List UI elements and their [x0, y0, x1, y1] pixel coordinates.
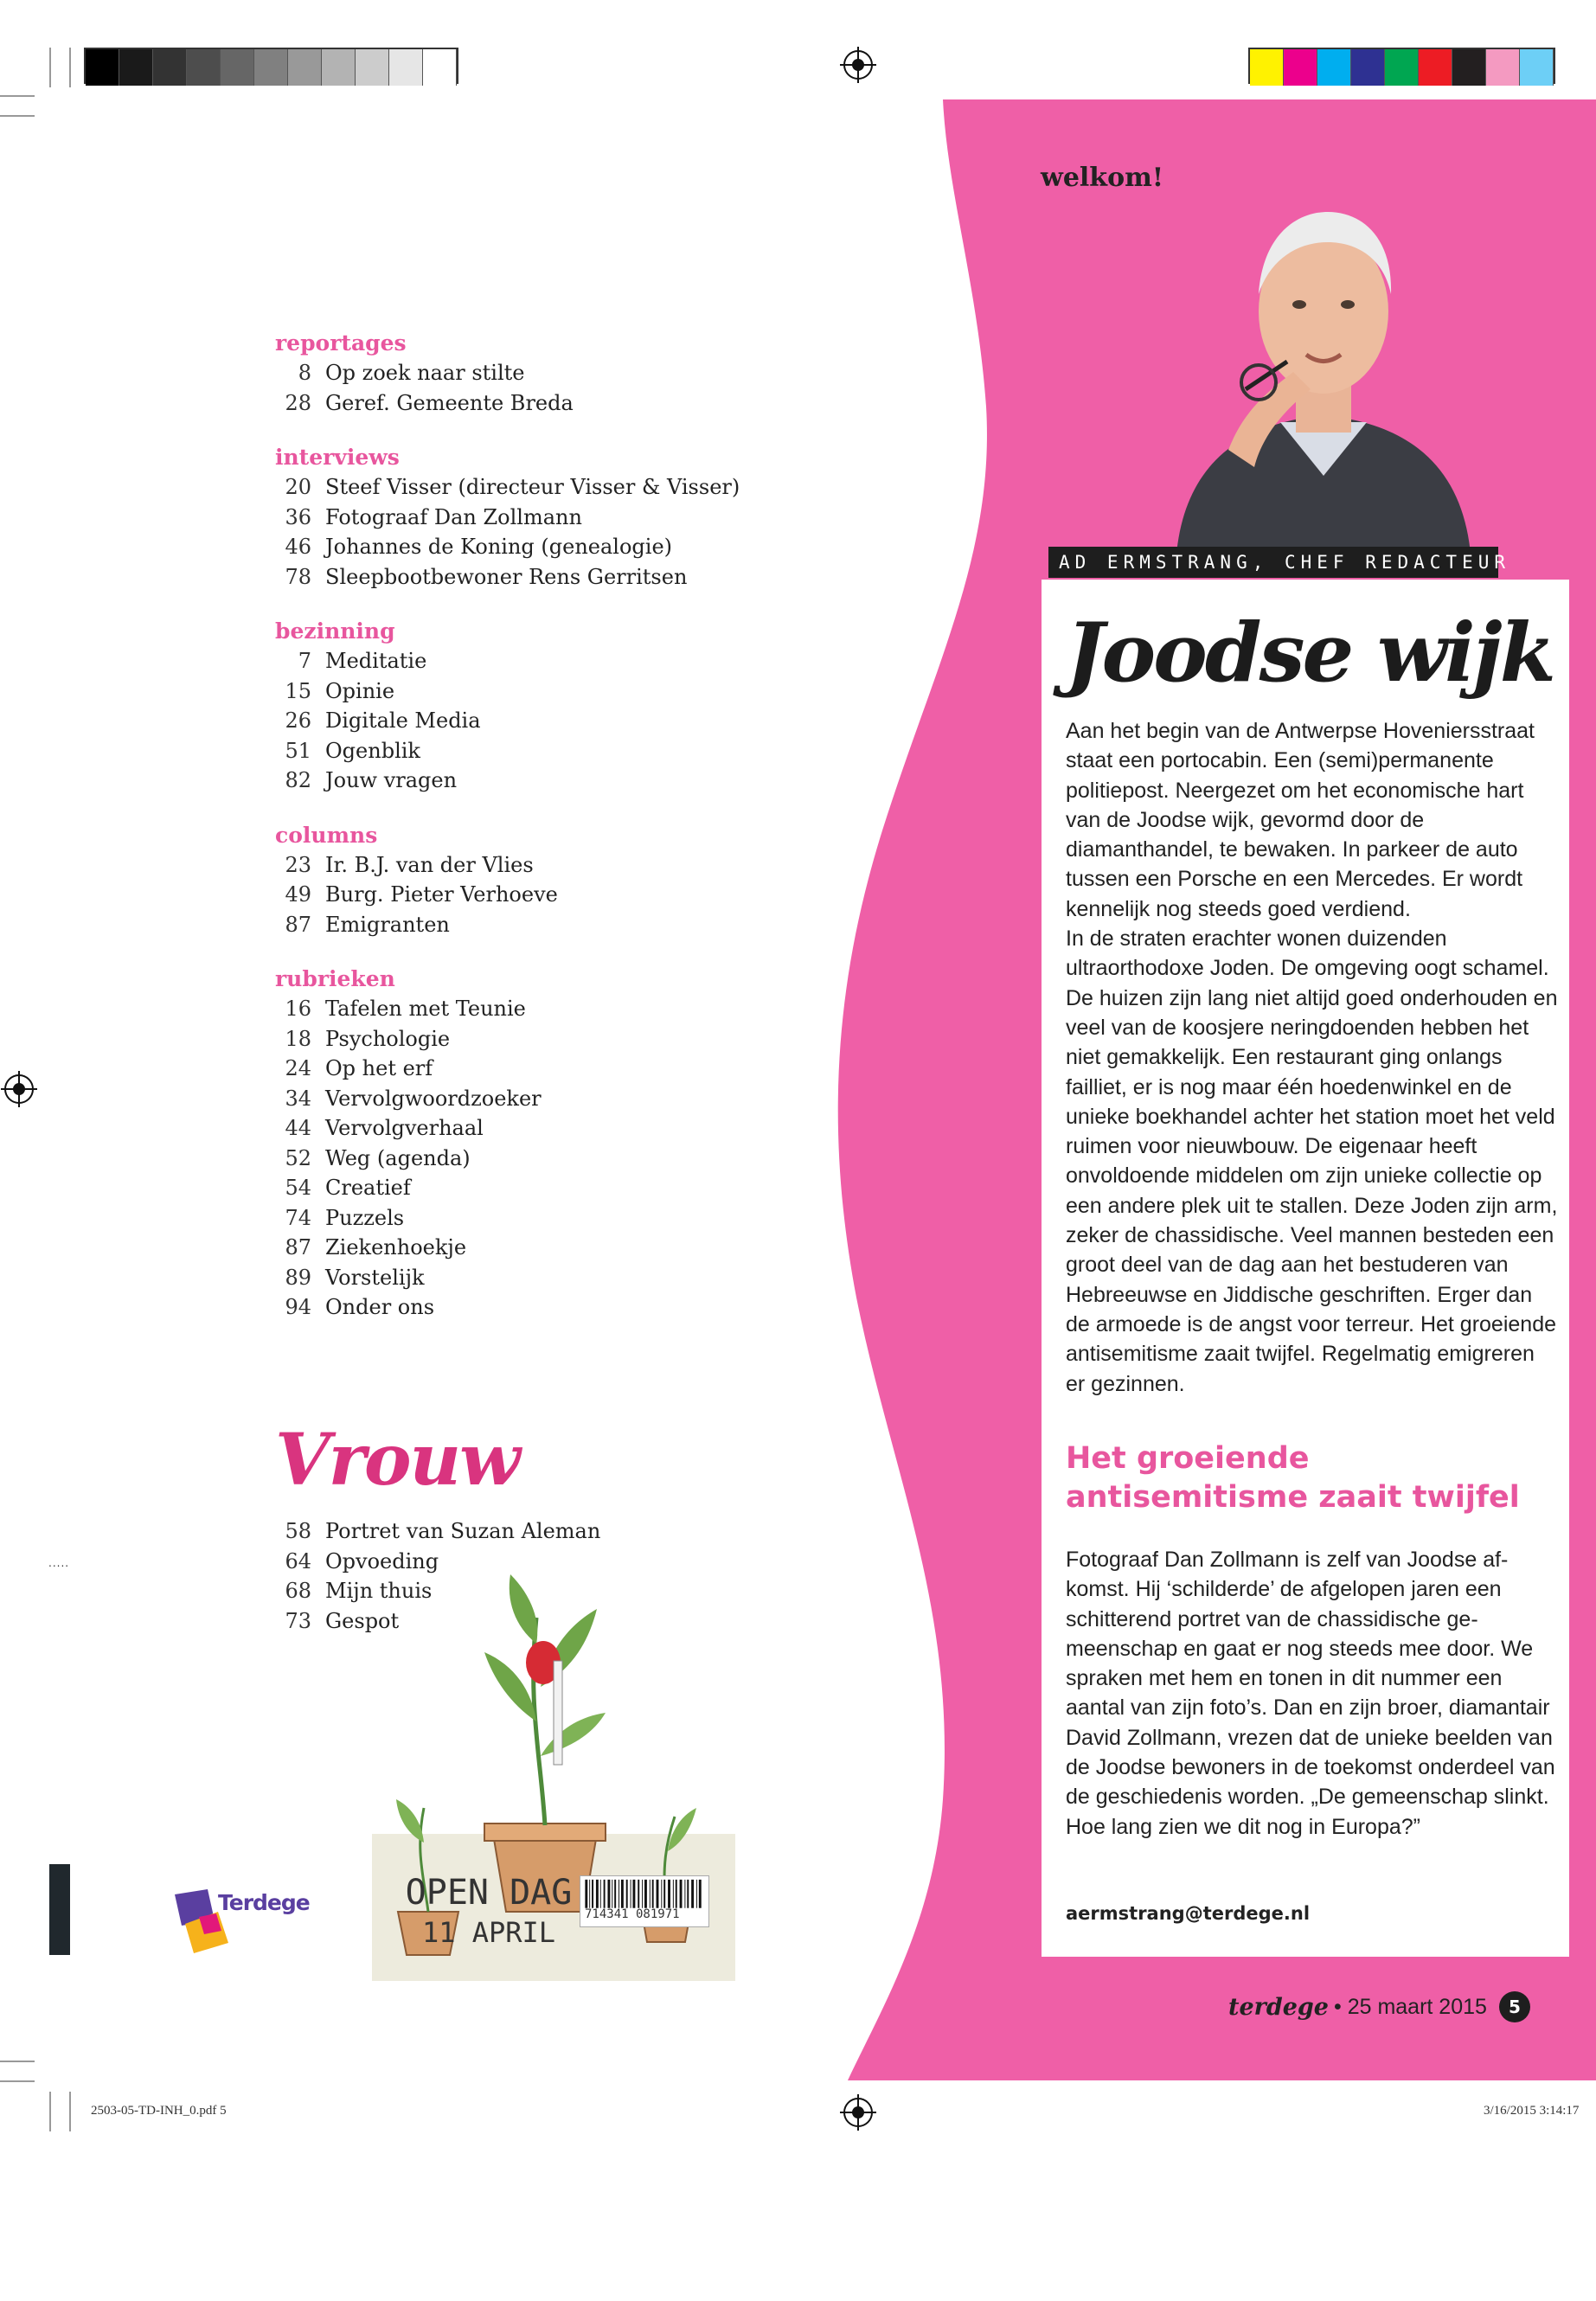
toc-item-title: Digitale Media	[325, 708, 481, 733]
toc-item-title: Portret van Suzan Aleman	[325, 1519, 601, 1543]
toc-page-number: 64	[285, 1548, 311, 1574]
toc-item[interactable]	[275, 562, 829, 593]
toc-section-bezinning	[275, 617, 829, 796]
editor-email-link[interactable]: aermstrang@terdege.nl	[1066, 1903, 1311, 1924]
toc-page-number: 28	[285, 390, 311, 415]
toc-page-number: 49	[285, 882, 311, 907]
toc-item[interactable]	[275, 532, 829, 562]
toc-item-title: Op zoek naar stilte	[325, 361, 525, 385]
toc-page-number: 15	[285, 678, 311, 703]
toc-section-rubrieken	[275, 965, 829, 1323]
toc-page-number: 87	[285, 1235, 311, 1259]
toc-heading: reportages	[275, 330, 407, 356]
toc-item-title: Ir. B.J. van der Vlies	[325, 852, 534, 877]
page-folio	[1228, 1991, 1530, 2022]
toc-item[interactable]	[275, 736, 829, 766]
toc-item[interactable]	[275, 1233, 829, 1263]
toc-item-title: Vervolgverhaal	[325, 1116, 484, 1140]
toc-page-number: 24	[285, 1056, 311, 1080]
editorial-body	[1066, 716, 1559, 1399]
toc-item-title: Weg (agenda)	[325, 1145, 471, 1170]
editorial-subheading: Het groeiende antisemitisme zaait twijfel	[1066, 1441, 1520, 1515]
toc-item[interactable]	[275, 880, 829, 910]
toc-item[interactable]	[275, 472, 829, 503]
toc-heading: columns	[275, 822, 378, 848]
toc-page-number: 87	[285, 912, 311, 937]
editor-portrait-photo	[1142, 190, 1505, 554]
folio-brand: terdege	[1228, 1993, 1329, 2021]
toc-item[interactable]	[275, 1113, 829, 1144]
toc-item[interactable]	[275, 1144, 829, 1174]
toc-section-reportages	[275, 329, 829, 418]
toc-item[interactable]	[275, 766, 829, 796]
toc-item-title: Op het erf	[325, 1056, 433, 1080]
toc-item-title: Emigranten	[325, 912, 450, 937]
editorial-paragraph: Fotograaf Dan Zollmann is zelf van Joodse afkomst. Hij ‘schilderde’ de afgelopen jaren een schitterend portret van de chassidische gemeenschap en gaat er nog steeds mee door. We spraken met hem en tonen in dit nummer een aantal van zijn foto’s. Dan en zijn broer, diamantair David Zollmann, vrezen dat de unieke beelden van de Joodse bewoners in de toekomst onderdeel van de geschiedenis worden. „De gemeenschap slinkt. Hoe lang zien we dit nog in Europa?”	[1066, 1548, 1555, 1839]
toc-item[interactable]	[275, 646, 829, 676]
toc-item[interactable]	[275, 1054, 829, 1084]
toc-item-title: Onder ons	[325, 1295, 435, 1319]
toc-item-title: Johannes de Koning (genealogie)	[325, 535, 673, 559]
toc-item[interactable]	[275, 1547, 600, 1577]
welkom-label: welkom!	[1041, 163, 1164, 193]
toc-item[interactable]	[275, 1516, 600, 1547]
toc-item-title: Opinie	[325, 678, 395, 703]
toc-item[interactable]	[275, 994, 829, 1024]
folio-date: • 25 maart 2015	[1334, 1994, 1487, 2019]
editorial-title: Joodse wijk	[1066, 606, 1554, 701]
toc-page-number: 52	[285, 1145, 311, 1170]
toc-item[interactable]	[275, 706, 829, 736]
print-slug-right: 3/16/2015 3:14:17	[1484, 2104, 1580, 2118]
toc-item-title: Mijn thuis	[325, 1579, 433, 1603]
toc-item[interactable]	[275, 358, 829, 388]
editorial-box	[1042, 580, 1569, 1957]
toc-item[interactable]	[275, 1084, 829, 1114]
toc-item-title: Vorstelijk	[325, 1265, 425, 1290]
vrouw-heading: Vrouw	[275, 1419, 519, 1502]
toc-page-number: 44	[285, 1116, 311, 1140]
toc-item-title: Burg. Pieter Verhoeve	[325, 882, 558, 907]
open-dag-label	[402, 1873, 575, 1952]
toc-page-number: 89	[285, 1265, 311, 1290]
editorial-paragraph: Aan het begin van de Antwerpse Hoveniersstraat staat een portocabin. Een (semi)permanente politiepost. Neergezet om het economische hart van de Joodse wijk, gevormd door de diamanthandel, te bewaken. In parkeer de auto tussen een Porsche en een Mercedes. Er wordt kennelijk nog steeds goed verdiend.	[1066, 719, 1535, 921]
toc-page-number: 23	[285, 852, 311, 877]
toc-page-number: 58	[285, 1519, 311, 1543]
toc-item[interactable]	[275, 1263, 829, 1293]
toc-item-title: Ziekenhoekje	[325, 1235, 467, 1259]
toc-page-number: 73	[285, 1608, 311, 1633]
toc-page-number: 78	[285, 564, 311, 589]
toc-page-number: 16	[285, 997, 311, 1021]
toc-item-title: Meditatie	[325, 649, 427, 673]
editor-byline: AD ERMSTRANG, CHEF REDACTEUR	[1048, 547, 1498, 578]
toc-item-title: Ogenblik	[325, 738, 420, 763]
toc-item[interactable]	[275, 503, 829, 533]
toc-item-title: Jouw vragen	[325, 768, 458, 792]
toc-item-title: Geref. Gemeente Breda	[325, 390, 574, 415]
toc-heading: rubrieken	[275, 966, 395, 991]
toc-item[interactable]	[275, 388, 829, 419]
toc-item-title: Creatief	[325, 1176, 411, 1200]
toc-page-number: 68	[285, 1579, 311, 1603]
toc-item-title: Vervolgwoordzoeker	[325, 1086, 542, 1111]
toc-heading: bezinning	[275, 619, 395, 644]
toc-item-title: Psychologie	[325, 1026, 451, 1051]
open-dag-line2: 11 APRIL	[421, 1916, 556, 1949]
open-dag-line1: OPEN DAG	[405, 1873, 573, 1913]
toc-page-number: 26	[285, 708, 311, 733]
toc-section-columns	[275, 821, 829, 940]
toc-page-number: 34	[285, 1086, 311, 1111]
editorial-paragraph: In de straten erachter wonen duizenden ultraorthodoxe Joden. De omgeving oogt schamel. De huizen zijn lang niet altijd goed onderhouden en veel van de koosjere neringdoenden hebben het niet gemakkelijk. Een restaurant ging onlangs failliet, er is nog maar één hoedenwinkel en de unieke boekhandel achter het station moet het veld ruimen voor nieuwbouw. De eigenaar heeft onvoldoende middelen om zijn unieke collectie op een andere plek uit te stallen. Deze Joden zijn arm, zeker de chassidische. Veel mannen besteden een groot deel van de dag aan het bestuderen van Hebreeuwse en Jiddische geschriften. Erger dan de armoede is de angst voor terreur. Het groeiende antisemitisme zaait twijfel. Regelmatig emigreren er gezinnen.	[1066, 926, 1558, 1396]
toc-page-number: 74	[285, 1205, 311, 1230]
toc-item[interactable]	[275, 676, 829, 707]
toc-item-title: Fotograaf Dan Zollmann	[325, 504, 582, 529]
toc-page-number: 82	[285, 768, 311, 792]
terdege-logo-text: Terdege	[218, 1890, 310, 1915]
toc-item-title: Puzzels	[325, 1205, 405, 1230]
vrouw-list	[275, 1516, 600, 1636]
toc-item[interactable]	[275, 1292, 829, 1323]
toc-item-title: Sleepbootbewoner Rens Gerritsen	[325, 564, 688, 589]
toc-page-number: 7	[298, 649, 311, 673]
toc-item[interactable]	[275, 1606, 600, 1637]
toc-item-title: Gespot	[325, 1608, 400, 1633]
toc-item-title: Steef Visser (directeur Visser & Visser)	[325, 475, 740, 499]
toc-heading: interviews	[275, 445, 400, 470]
table-of-contents	[275, 329, 829, 1348]
toc-page-number: 18	[285, 1026, 311, 1051]
print-slug-left: 2503-05-TD-INH_0.pdf 5	[91, 2104, 227, 2118]
toc-page-number: 94	[285, 1295, 311, 1319]
page-number-badge: 5	[1499, 1991, 1530, 2022]
toc-page-number: 36	[285, 504, 311, 529]
dots-marker: .....	[48, 1557, 70, 1569]
toc-page-number: 8	[298, 361, 311, 385]
page-edge-strip	[49, 1864, 70, 1955]
toc-item[interactable]	[275, 1024, 829, 1054]
toc-item[interactable]	[275, 1173, 829, 1203]
toc-item-title: Tafelen met Teunie	[325, 997, 526, 1021]
toc-item[interactable]	[275, 1203, 829, 1234]
toc-item[interactable]	[275, 850, 829, 881]
toc-item[interactable]	[275, 1576, 600, 1606]
toc-section-interviews	[275, 443, 829, 592]
toc-page-number: 20	[285, 475, 311, 499]
toc-page-number: 54	[285, 1176, 311, 1200]
toc-item-title: Opvoeding	[325, 1548, 439, 1574]
toc-page-number: 51	[285, 738, 311, 763]
toc-item[interactable]	[275, 910, 829, 940]
barcode-number: 714341 081971	[585, 1907, 680, 1921]
toc-page-number: 46	[285, 535, 311, 559]
